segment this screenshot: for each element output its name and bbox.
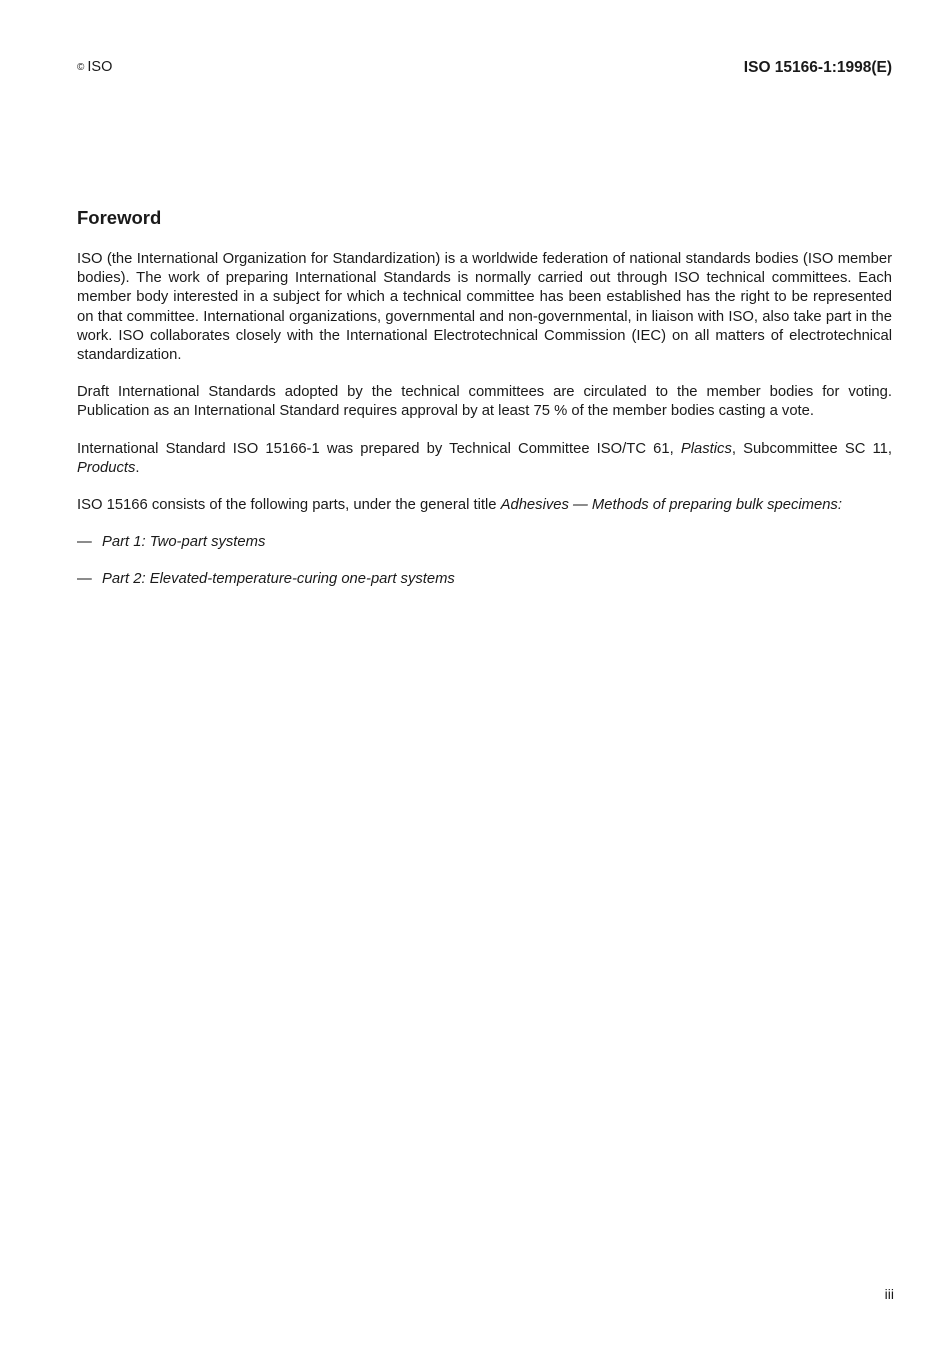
paragraph-3-text-3: . xyxy=(135,459,140,476)
paragraph-3-text-2: , Subcommittee SC 11, xyxy=(731,440,892,457)
paragraph-4 xyxy=(77,496,892,515)
copyright-symbol: © xyxy=(77,62,85,73)
dash-bullet: — xyxy=(77,534,92,551)
header-org: ISO xyxy=(87,59,113,75)
paragraph-3 xyxy=(77,440,892,478)
header-copyright xyxy=(77,59,112,76)
paragraph-1: ISO (the International Organization for Standardization) is a worldwide federation of national standards bodies (ISO member bodies). The work of preparing International Standards is normally carried out through ISO technical committees. Each member body interested in a subject for which a technical committee has been established has the right to be represented on that committee. International organizations, governmental and non-governmental, in liaison with ISO, also take part in the work. ISO collaborates closely with the International Electrotechnical Commission (IEC) on all matters of electrotechnical standardization. xyxy=(77,251,892,364)
paragraph-4-text: ISO 15166 consists of the following parts, under the general title xyxy=(77,497,501,514)
paragraph-3-text-1: International Standard ISO 15166-1 was prepared by Technical Committee ISO/TC 61, xyxy=(77,440,681,457)
general-title: Adhesives — Methods of preparing bulk specimens: xyxy=(500,497,842,514)
document-body xyxy=(77,206,892,608)
section-title: Foreword xyxy=(77,207,162,228)
part-2-title: Part 2: Elevated-temperature-curing one-part systems xyxy=(102,571,455,588)
page-number: iii xyxy=(884,1286,894,1302)
list-item xyxy=(77,570,892,589)
subcommittee-name: Products xyxy=(77,459,136,476)
document-id: ISO 15166-1:1998(E) xyxy=(743,59,892,76)
paragraph-2: Draft International Standards adopted by the technical committees are circulated to the member bodies for voting. Publication as an International Standard requires approval by at least 75 % of the member bodies casting a vote. xyxy=(77,384,892,420)
dash-bullet: — xyxy=(77,571,92,588)
part-1-title: Part 1: Two-part systems xyxy=(102,534,266,551)
committee-name: Plastics xyxy=(680,440,732,457)
list-item xyxy=(77,533,892,552)
